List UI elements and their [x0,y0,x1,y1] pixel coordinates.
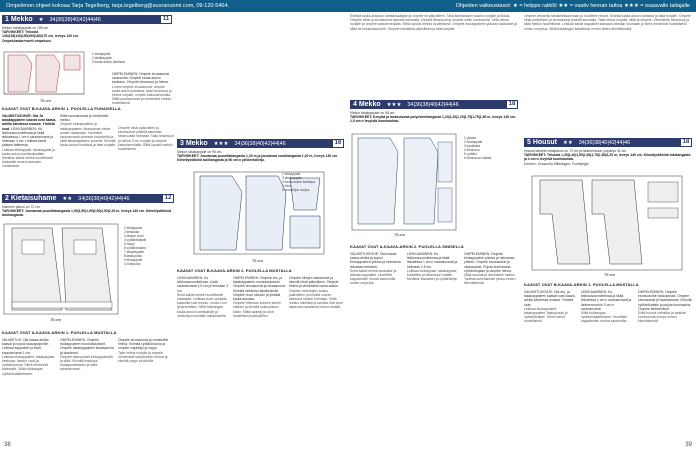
section-2-width: 75 cm [50,317,61,322]
section-5-stars: ★★ [562,140,573,146]
section-4-p3: OMPELEMINEN: Ompele etukappaleen yläosa ja helmaosa yhteen. Ompele sivusaumat ja olkasaumat. Pujota kuminauha vyötärökujaan ja ompele helma. [464,252,515,273]
section-1-p3: Silitä saumanvarat ja viimeistele mekko. [60,114,109,123]
section-1-body-col1: VALMISTUSOHJE: Ota Ja takakappaleen kaavat ovat kaava-arkilla kahdessa osassa. Yhdistä osat. LEIKKAAMINEN: Ks. leikkuusuunnitelmaa ja lisää leikkaessa 1 cm:n saumanvarat ja helmaan 3 cm. Leikkaa kaikki palaset taitteesta. Leikkaa etukappale, takakappale ja kaula-aukon kanttauskaitale. Merkitse kaikki merkit huolellisesti kankaalle ennen kaavojen irrottamista. [2,114,57,169]
section-2-title-bar [2,194,174,203]
section-4-body-col2: LEIKKAAMINEN: Ks. leikkuusuunnitelmaa ja lisää leikatessa 1 cm:n saumanvarat ja helmaan 2,5 cm. Leikkaa etukappale, takakappale, kaulalista ja hihansuun kaitale. Merkitse laskokset ja vyötärölinja. [407,252,458,282]
section-3-supplies: TARVIKKEET: Joustavaa puuvillakangasta 1,30 m ja joustavaa vuorikangasta 1,20 m, leveys 140 cm. Kiinnitystikkinä tukikangasta ja 60 cm:n piilovetoketju. [177,154,339,163]
section-2-cutting-layout [2,222,122,317]
section-4-caption-text: KAAVAT OVAT A-KAAVA-ARKIN 2. PUOLELLA SINISELLÄ [350,244,464,249]
section-3-title: 3 Mekko [180,140,208,147]
page-number-left: 38 [4,442,11,448]
section-5-p1: VALMISTUSOHJE: Ota etu- ja takakappaleen kaavat ovat kaava-arkilla kahdessa osassa. Yhdistä osat. [524,290,576,307]
section-5-sizes: 34|36|38|40|42|44|46 [578,140,631,146]
section-3-caption [177,268,292,273]
section-3-body-col1: LEIKKAAMINEN: Ks. leikkuusuunnitelmaa. Lisää saumanvarat 1,5 cm ja helmaan 3 cm. Siirrä kaikki merkit huolellisesti kankaalle. Leikkaa vuori samoilla kaavoilla kuin mekko, mutta 2 cm lyhyemmäksi. Silitä tukikangas kaula-aukon kanttauksiin ja vetoketjun kohdalle takakeskelle. [177,276,229,318]
section-4-title-bar [350,100,518,109]
section-3-number: 16 [332,139,344,148]
section-5-caption-text: KAAVAT OVAT B-KAAVA-ARKIN 1. PUOLELLA MUSTALLA [524,282,639,287]
section-1-caption [2,106,121,111]
section-3-intro-text: Mekon takakappale on 95 cm. [177,150,223,154]
section-1-intro [2,26,82,46]
section-4-sizes: 34|36|38|40|42|44|46 [407,102,459,108]
section-1-supplies: TARVIKKEET: Trikoota 130|135|140|150|150|160|170 cm, leveys 140 cm. Ompelulanka+vartti ompeluun. [2,30,79,43]
section-4-number: 18 [506,100,518,109]
section-2-p2: OMPELEMINEN: Ompele etukappaleen muotolaskokset. Ompele takakappaleen keskisauma ja laskokset. [60,338,114,355]
section-1-piece-labels: 1 etukappale 2 takakappale 3 kaula-aukon kanttaus [92,52,125,64]
section-2-intro-text: Hameen pituus on 72 cm. [2,205,41,209]
section-2-p1: VALMISTUS: Ota kaava-arkilta kaavat ja kopioi kaavapaperille. Leikkaa kappaleet ja lisää saumanvarat 1 cm. [2,338,50,355]
section-5-body-col1: VALMISTUSOHJE: Ota etu- ja takakappaleen kaavat ovat kaava-arkilla kahdessa osassa. Yhdistä osat. Leikkaa etukappaleet, takakappaleet, taskupussit ja vyötärökaitale. Siirrä merkit huolellisesti. [524,290,576,324]
section-3-stars: ★★★ [213,141,229,147]
section-4-cutting-layout [350,132,460,232]
section-3-body-col3: Ompele hihojen alasaumat ja kiinnitä hihat paikoilleen. Ompele helma ja viimeistele kaula-aukko. Ompele vetoketjun suojus paikoilleen ja kiinnitä vuoren alareuna mekon helmaan. Silitä mekko valmiiksi ja tarkista että vuori laskeutuu tasaisesti mekon sisällä. [289,276,344,310]
section-5-note: Korrenv: Kossuutin-Silkkitugos: Furnityrigis [524,161,589,166]
section-3-body-col2: OMPELEMINEN: Ompele etu- ja takakappaleen muotolaskokset. Ompele sivusaumat ja olkasaumat. Kiinnitä vetoketju takakeskelle. Ompele vuori samoin ja yhdistä kaula-aukosta. Ompele helmaan kolmen sentin käänne ja kiinnitä sokkopistoin käsin. Silitä saumat ja vuori huolellisesti paikoilleen. [233,276,286,318]
section-1-number: 11 [160,15,172,24]
section-5-intro [524,149,692,173]
section-1-title: 1 Mekko [5,16,33,23]
header-credit: Ompelimon ohjeet kokoaa Tarja Tegelberg, tarja.tegelberg@suuranuomi.com, 09-120-5464. [6,3,230,9]
page-number-right: 39 [685,442,692,448]
section-3-p1: LEIKKAAMINEN: Ks. leikkuusuunnitelmaa. Lisää saumanvarat 1,5 cm ja helmaan 3 cm. [177,276,229,293]
section-4-supplies: TARVIKKEET: Kevyttä ja laskeutuvaa polyesterikangasta 1,20|1,20|1,20|1,75|1,75|1,80 m, leveys 140 cm. 1,5 cm:n levyistä kuminauhaa. [350,115,516,124]
section-2-p3: Ompele sivusaumat ja viimeistele helma. Kiinnitä vyötärönauha ja ompele napinläpi ja nappi. [118,338,169,351]
section-4-stars: ★★★ [386,102,402,108]
section-4-intro [350,111,518,131]
header-difficulty-legend: Ohjeiden vaikeustasot: ★ = helppo ratkilö ★★ = vaativ hernan taitoa ★★★ = osaavalle taitajalle [455,3,690,9]
section-1-stars: ★ [38,17,44,23]
section-1-body-col3: Ompele hihat paikoilleen ja sivusaumat yhdellä saumalla hihansuista helmaan. Taita hihansuut ja helma 3 cm nurjalle ja ompele kaksoisneulalla. Silitä lopuksi mekko huolellisesti. [118,126,174,152]
section-3-piece-labels: 1 etukappale 2 takakappale 3 kaula-aukon kanttaus 4 hiha 5 vetoketjun suojus [282,172,315,192]
section-2-number: 12 [162,194,174,203]
section-5-top-text: Ompele vetoketju takakeskisaumaan ja huolittele reunat. Kiinnitä kaula-aukon kanttaus ja taita nurjalle. Ompele hihat paikoilleen ja sivusaumat yhdellä saumalla. Taita helma nurjalle, silitä ja ompele. Viimeistele hihansuut ja silitä mekko huolellisesti. Leikkaa kaikki kappaleet kankaan oikeaan suuntaan ja siirrä merkinnät huolellisesti ennen ompelua. Silitä tukikangas kaitaleisiin ennen niiden kiinnittämistä. [524,14,691,31]
section-2-caption-text: KAAVAT OVAT A-KAAVA-ARKIN 1. PUOLELLA MUSTALLA [2,330,117,335]
section-1-width: 75 cm [40,98,51,103]
page-header-bar [0,0,696,12]
section-1-p2: OMPELEMINEN: Ompele sivusaumat saumurilla. Ompele kaula-aukon kanttaus. Ompele hihansuut ja helma. [112,72,169,85]
section-2-body-col3: Ompele sivusaumat ja viimeistele helma. Kiinnitä vyötärönauha ja ompele napinläpi ja nappi. Taita helma nurjalle ja ompele. Viimeistele kieputuksen reunat ja kiinnitä nappi vyötärölle. [118,338,169,364]
section-1-body-right-a: OMPELEMINEN: Ompele sivusaumat saumurilla. Ompele kaula-aukon kanttaus. Ompele hihansuut ja helma. Lorem ompele sivusaumat, ompele kaula-aukon kanttaus, taita hihansuut ja helma nurjalle, ompele kaksoisneulalla. Silitä saumanvarat ja viimeistele mekko huolellisesti. [112,72,172,106]
section-1-sizes: 34|36|38|40|42|44|46 [49,17,101,23]
section-1-cutting-layout [2,50,87,98]
section-2-body-col1: VALMISTUS: Ota kaava-arkilta kaavat ja kopioi kaavapaperille. Leikkaa kappaleet ja lisää saumanvarat 1 cm. Leikkaa etukappaleet, takakappale, keskiosa, taskun vuori ja vyötärönauha. Siirrä merkinnät kankaalle. Silitä tukikangas vyötärökaitaleeseen. [2,338,56,376]
section-5-body-col3: OMPELEMINEN: Ompele etumuotoihin taskupussit. Ompele sivusaumat ja haarasauma. Kiinnitä vyötärökaitale ja pujota kuminauha. Ompele lahkeensuut. Silitä housut valmiiksi ja tarkista kuminauhan kireys ennen kiinnittämistä. [638,290,692,324]
right-page [350,14,694,448]
section-2-stars: ★★ [62,196,73,202]
section-1-intro-text: Mekon takakappale on 155 cm. [2,26,50,30]
section-4-p1: VALMISTUSOHJE: Ota kaavat kaava-arkilta ja kopioi. Etukappaleen yläosa ja helmaosa leikataan erikseen. [350,252,401,269]
section-5-width: 75 cm [604,272,615,277]
section-5-intro-text: Housut lahkeen sisäpituus on 72 cm ja lahkeensuun ympärys 32 cm. [524,149,628,153]
section-1-caption-text: KAAVAT OVAT B-KAAVA-ARKIN 1. PUOLELLA PUNAISELLA [2,106,121,111]
section-5-caption [524,282,639,287]
section-4-intro-text: Mekon takakappale on 98 cm. [350,111,396,115]
section-2-body-col2: OMPELEMINEN: Ompele etukappaleen muotolaskokset. Ompele takakappaleen keskisauma ja laskokset. Ompele taskupussit etukappaleisiin ja silitä. Kiinnitä keskiosa etukappaleeseen ja silitä saumanvarat. [60,338,114,372]
section-1-body-col2: Silitä saumanvarat ja viimeistele mekko. Ompele etukappaleen ja takakappaleen olkasaumat oikeat puolet vastakkain. Huolittele saumanvarat yhdessä saumurilla ja silitä takakappaleen puolelle. Kiinnitä kaula-aukon kanttaus ja taita nurjalle. [60,114,116,148]
section-1-title-bar [2,15,172,24]
section-3-intro [177,150,344,168]
left-page [2,14,346,448]
section-5-p3: OMPELEMINEN: Ompele etumuotoihin taskupussit. Ompele sivusaumat ja haarasauma. Kiinnitä vyötärökaitale ja pujota kuminauha. Ompele lahkeensuut. [638,290,692,311]
section-3-width: 75 cm [252,258,263,263]
section-4-top-text: Kiinnitä kaula-aukkoon kanttauskaitale ja ompele se paikoilleen. Taita kanttauksen sauma nurjalle ja tikkaa. Ompele hihat ja sivusaumat samalla saumalla. Kiinnitä hihansuut ja ompele niihin kuminauha. Taita helma nurjalle ja ompele kaksoisneulalla. Silitä lopuksi mekko huolellisesti. Ompele etukappaleen yläosan laskokset ja silitä ne keskustaa kohti. Ompele kaulalista paikoilleen ja taita nurjalle. [350,14,517,31]
section-4-piece-labels: 1 yläosa 2 etukappale 3 kaulalista 4 hihansuu 5 vyötärö 6 hihansuun kaitale [464,136,492,160]
section-5-title-bar [524,138,692,147]
section-2-intro [2,205,174,221]
section-2-sizes: 34|36|38|40|42|44|46 [78,196,130,202]
section-5-cutting-layout [530,174,690,272]
section-3-p3: Ompele hihojen alasaumat ja kiinnitä hihat paikoilleen. Ompele helma ja viimeistele kaula-aukko. [289,276,339,289]
section-4-p2: LEIKKAAMINEN: Ks. leikkuusuunnitelmaa ja lisää leikatessa 1 cm:n saumanvarat ja helmaan 2,5 cm. [407,252,458,269]
section-5-supplies: TARVIKKEET: Trikoota 1,30|1,40|1,50|1,60|1,70|1,80|2,20 m, leveys 140 cm. Kiinnitystikkinä tukikangasta ja 4 cm:n levyistä kuminauhaa. [524,153,691,162]
section-5-body-col2: LEIKKAAMINEN: Ks. leikkuusuunnitelmaa ja lisää leikatessa 1 cm:n saumanvarat ja lahkeensuuhin 3 cm:n saumanvarat. Silitä tukikangas vyötärökaitaleeseen. Huolittele kappaleiden reunat saumurilla. [581,290,632,324]
section-4-width: 75 cm [394,232,405,237]
section-3-p2: OMPELEMINEN: Ompele etu- ja takakappaleen muotolaskokset. Ompele sivusaumat ja olkasaumat. Kiinnitä vetoketju takakeskelle. Ompele vuori samoin ja yhdistä kaula-aukosta. [233,276,286,302]
section-4-title: 4 Mekko [353,101,381,108]
section-5-title: 5 Housut [527,139,557,146]
section-4-body-col1: VALMISTUSOHJE: Ota kaavat kaava-arkilta ja kopioi. Etukappaleen yläosa ja helmaosa leikataan erikseen. Siirrä kaikki merkit kankaalle ja leikkaa kappaleet. Huolittele kappaleiden reunat saumurilla ennen ompelua. [350,252,401,286]
section-5-number: 18 [680,138,692,147]
section-3-sizes: 34|36|38|40|42|44|46 [234,141,286,147]
section-1-p1: LEIKKAAMINEN: Ks. leikkuusuunnitelmaa ja lisää leikkaessa 1 cm:n saumanvarat ja helmaan 3 cm. Leikkaa kaikki palaset taitteesta. [2,126,54,148]
section-4-body-col3: OMPELEMINEN: Ompele etukappaleen yläosa ja helmaosa yhteen. Ompele sivusaumat ja olkasaumat. Pujota kuminauha vyötärökujaan ja ompele helma. Silitä saumat ja viimeistele mekko. Tarkista kuminauhan pituus ennen kiinnittämistä. [464,252,516,286]
section-2-caption [2,330,117,335]
section-2-supplies: TARVIKKEET: Joustavaa puuvillakangasta 1,90|1,90|1,90|2,00|2,00|2,20 m, leveys 140 cm. Kiinnitystikkinä tukikangasta. [2,209,171,218]
section-4-caption [350,244,464,249]
section-3-caption-text: KAAVAT OVAT B-KAAVA-ARKIN 2. PUOLELLA MUSTALLA [177,268,292,273]
section-2-title: 2 Kietaisuhame [5,195,57,202]
section-1-materials: VALMISTUSOHJE: Ota Ja takakappaleen kaavat ovat kaava-arkilla kahdessa osassa. Yhdistä osat. [2,114,57,131]
section-2-piece-labels: 1 etukappale 2 keskiosa 3 taskun vuori 4 vyötärökaitale 5 nappi 6 vyötärönauha 7 takakappale 8 taskupussi 9 etukappale 10 kieputus [124,226,147,266]
section-3-title-bar [177,139,344,148]
section-5-p2: LEIKKAAMINEN: Ks. leikkuusuunnitelmaa ja lisää leikatessa 1 cm:n saumanvarat ja lahkeensuuhin 3 cm:n saumanvarat. [581,290,632,311]
